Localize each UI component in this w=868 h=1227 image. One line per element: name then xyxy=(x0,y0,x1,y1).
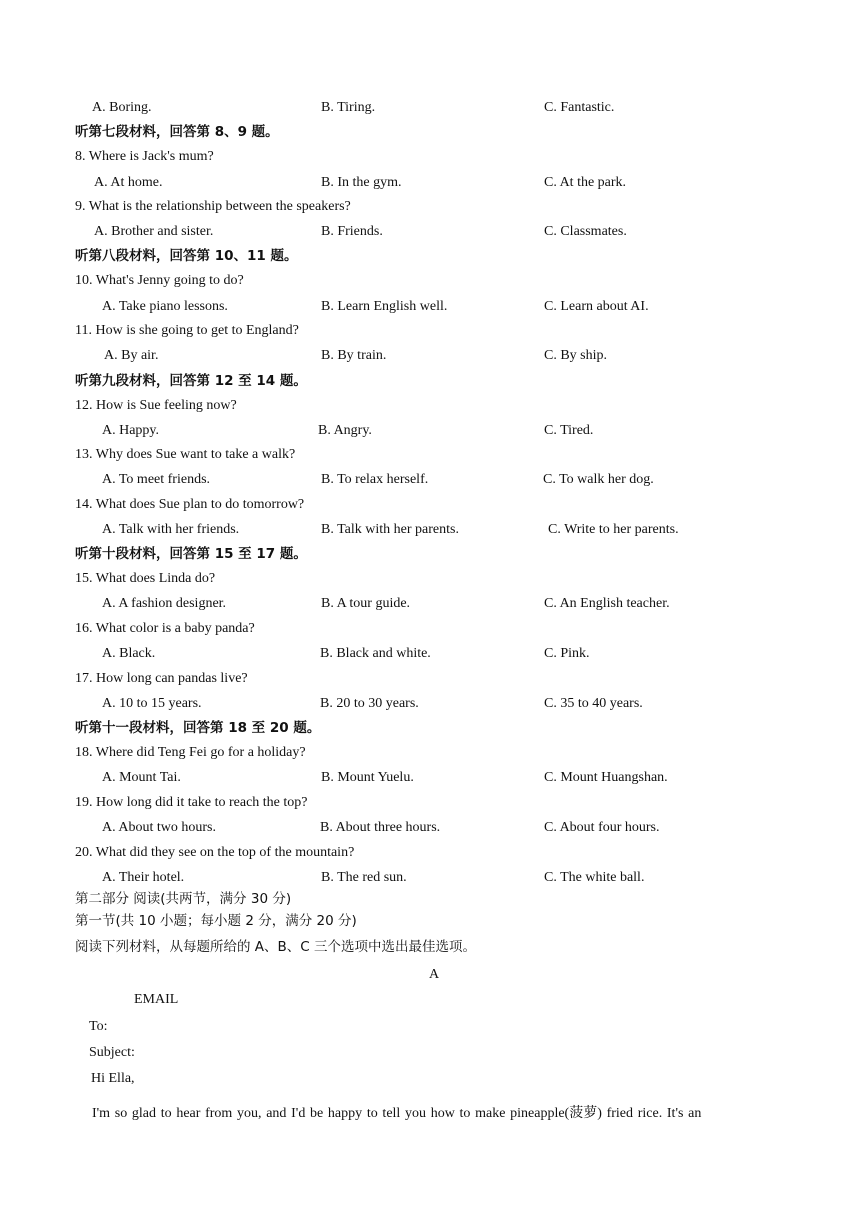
q14-option-a: A. Talk with her friends. xyxy=(102,522,240,537)
question-16: 16. What color is a baby panda? xyxy=(75,621,255,636)
section-heading-11: 听第十一段材料，回答第 18 至 20 题。 xyxy=(75,720,321,736)
question-11: 11. How is she going to get to England? xyxy=(75,323,299,338)
section-heading-8: 听第八段材料，回答第 10、11 题。 xyxy=(75,248,298,264)
q16-option-a: A. Black. xyxy=(102,646,156,661)
q18-option-a: A. Mount Tai. xyxy=(102,770,181,785)
q8-option-b: B. In the gym. xyxy=(321,175,402,190)
q9-option-a: A. Brother and sister. xyxy=(94,224,214,239)
email-to-label: To: xyxy=(89,1019,108,1034)
part-two-heading: 第二部分 阅读(共两节，满分 30 分) xyxy=(75,891,292,907)
q9-option-b: B. Friends. xyxy=(321,224,383,239)
question-12: 12. How is Sue feeling now? xyxy=(75,398,237,413)
section-heading-10: 听第十段材料，回答第 15 至 17 题。 xyxy=(75,546,307,562)
q11-option-c: C. By ship. xyxy=(544,348,608,363)
q8-option-c: C. At the park. xyxy=(544,175,627,190)
email-subject-label: Subject: xyxy=(89,1045,135,1060)
q18-option-b: B. Mount Yuelu. xyxy=(321,770,414,785)
section-heading-9: 听第九段材料，回答第 12 至 14 题。 xyxy=(75,373,307,389)
q20-option-c: C. The white ball. xyxy=(544,870,645,885)
q10-option-b: B. Learn English well. xyxy=(321,299,448,314)
q9-option-c: C. Classmates. xyxy=(544,224,627,239)
q12-option-c: C. Tired. xyxy=(544,423,594,438)
question-10: 10. What's Jenny going to do? xyxy=(75,273,244,288)
q10-option-a: A. Take piano lessons. xyxy=(102,299,228,314)
q7-option-c: C. Fantastic. xyxy=(544,100,615,115)
q13-option-c: C. To walk her dog. xyxy=(543,472,654,487)
q19-option-b: B. About three hours. xyxy=(320,820,441,835)
q17-option-a: A. 10 to 15 years. xyxy=(102,696,202,711)
q17-option-b: B. 20 to 30 years. xyxy=(320,696,419,711)
email-greeting: Hi Ella, xyxy=(91,1071,135,1086)
q7-option-b: B. Tiring. xyxy=(321,100,376,115)
section-heading-7: 听第七段材料，回答第 8、9 题。 xyxy=(75,124,279,140)
q18-option-c: C. Mount Huangshan. xyxy=(544,770,668,785)
passage-letter: A xyxy=(428,967,440,982)
q13-option-a: A. To meet friends. xyxy=(102,472,211,487)
reading-instruction: 阅读下列材料，从每题所给的 A、B、C 三个选项中选出最佳选项。 xyxy=(75,939,477,955)
q14-option-c: C. Write to her parents. xyxy=(548,522,679,537)
q11-option-b: B. By train. xyxy=(321,348,387,363)
q15-option-a: A. A fashion designer. xyxy=(102,596,227,611)
q17-option-c: C. 35 to 40 years. xyxy=(544,696,643,711)
email-body-line: I'm so glad to hear from you, and I'd be happy to tell you how to make pineapple(菠萝) fried rice. It's an xyxy=(92,1106,702,1121)
q20-option-a: A. Their hotel. xyxy=(102,870,185,885)
q11-option-a: A. By air. xyxy=(104,348,159,363)
q10-option-c: C. Learn about AI. xyxy=(544,299,649,314)
question-8: 8. Where is Jack's mum? xyxy=(75,149,214,164)
q13-option-b: B. To relax herself. xyxy=(321,472,429,487)
q16-option-c: C. Pink. xyxy=(544,646,590,661)
question-13: 13. Why does Sue want to take a walk? xyxy=(75,447,296,462)
question-14: 14. What does Sue plan to do tomorrow? xyxy=(75,497,305,512)
question-20: 20. What did they see on the top of the mountain? xyxy=(75,845,355,860)
q16-option-b: B. Black and white. xyxy=(320,646,431,661)
question-18: 18. Where did Teng Fei go for a holiday? xyxy=(75,745,306,760)
q7-option-a: A. Boring. xyxy=(92,100,152,115)
q19-option-c: C. About four hours. xyxy=(544,820,660,835)
question-19: 19. How long did it take to reach the top? xyxy=(75,795,308,810)
section-one-heading: 第一节(共 10 小题；每小题 2 分，满分 20 分) xyxy=(75,913,357,929)
q8-option-a: A. At home. xyxy=(94,175,163,190)
q19-option-a: A. About two hours. xyxy=(102,820,216,835)
q15-option-b: B. A tour guide. xyxy=(321,596,411,611)
email-title: EMAIL xyxy=(134,992,179,1007)
question-17: 17. How long can pandas live? xyxy=(75,671,248,686)
q12-option-b: B. Angry. xyxy=(318,423,372,438)
q12-option-a: A. Happy. xyxy=(102,423,160,438)
q14-option-b: B. Talk with her parents. xyxy=(321,522,459,537)
q20-option-b: B. The red sun. xyxy=(321,870,407,885)
question-15: 15. What does Linda do? xyxy=(75,571,216,586)
question-9: 9. What is the relationship between the speakers? xyxy=(75,199,351,214)
q15-option-c: C. An English teacher. xyxy=(544,596,670,611)
